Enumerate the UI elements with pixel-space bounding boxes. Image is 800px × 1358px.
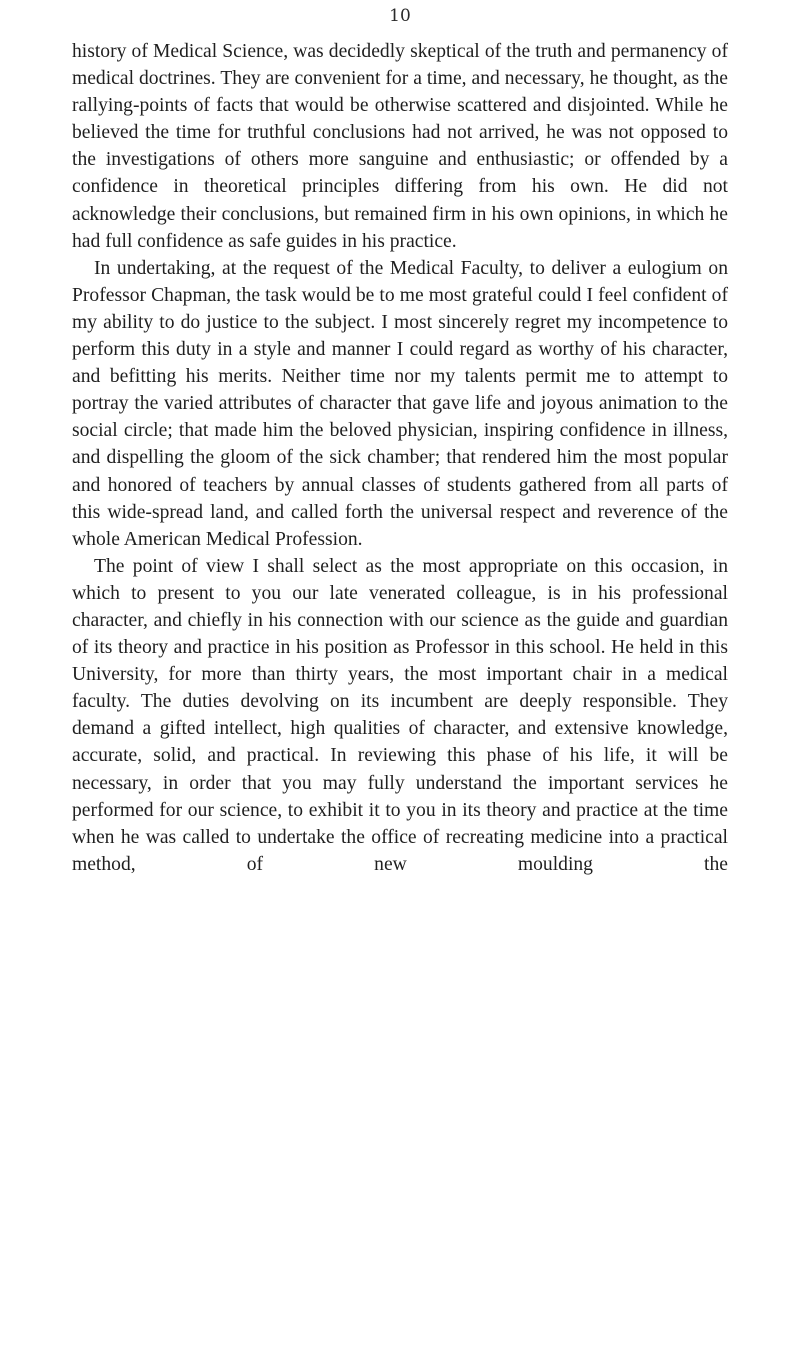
body-text <box>72 38 728 878</box>
page-number: 10 <box>389 6 411 26</box>
paragraph-1: history of Medical Science, was decidedly skeptical of the truth and permanency of medical doctrines. They are convenient for a time, and necessary, he thought, as the rallying-points of facts that would be otherwise scattered and disjointed. While he believed the time for truthful conclusions had not arrived, he was not opposed to the investigations of others more sanguine and enthusiastic; or offended by a confidence in theoretical principles differing from his own. He did not acknowledge their conclusions, but remained firm in his own opinions, in which he had full confidence as safe guides in his practice. <box>72 41 728 252</box>
paragraph-2: In undertaking, at the request of the Medical Faculty, to deliver a eulogium on Professor Chapman, the task would be to me most grateful could I feel confident of my ability to do justice to the subject. I most sincerely regret my incompetence to perform this duty in a style and manner I could regard as worthy of his character, and befitting his merits. Neither time nor my talents permit me to attempt to portray the varied attributes of character that gave life and joyous animation to the social circle; that made him the beloved physician, inspiring confidence in illness, and dispelling the gloom of the sick chamber; that rendered him the most popular and honored of teachers by annual classes of students gathered from all parts of this wide-spread land, and called forth the universal respect and reverence of the whole American Medical Profession. <box>72 257 728 550</box>
paragraph-3: The point of view I shall select as the most appropriate on this occasion, in which to present to you our late venerated colleague, is in his professional character, and chiefly in his connection with our science as the guide and guardian of its theory and practice in his position as Professor in this school. He held in this University, for more than thirty years, the most important chair in a medical faculty. The duties devolving on its incumbent are deeply responsible. They demand a gifted intellect, high qualities of character, and extensive knowledge, accurate, solid, and practical. In reviewing this phase of his life, it will be necessary, in order that you may fully understand the important services he performed for our science, to exhibit it to you in its theory and practice at the time when he was called to undertake the office of recreating medicine into a practical method, of new moulding the <box>72 555 728 875</box>
